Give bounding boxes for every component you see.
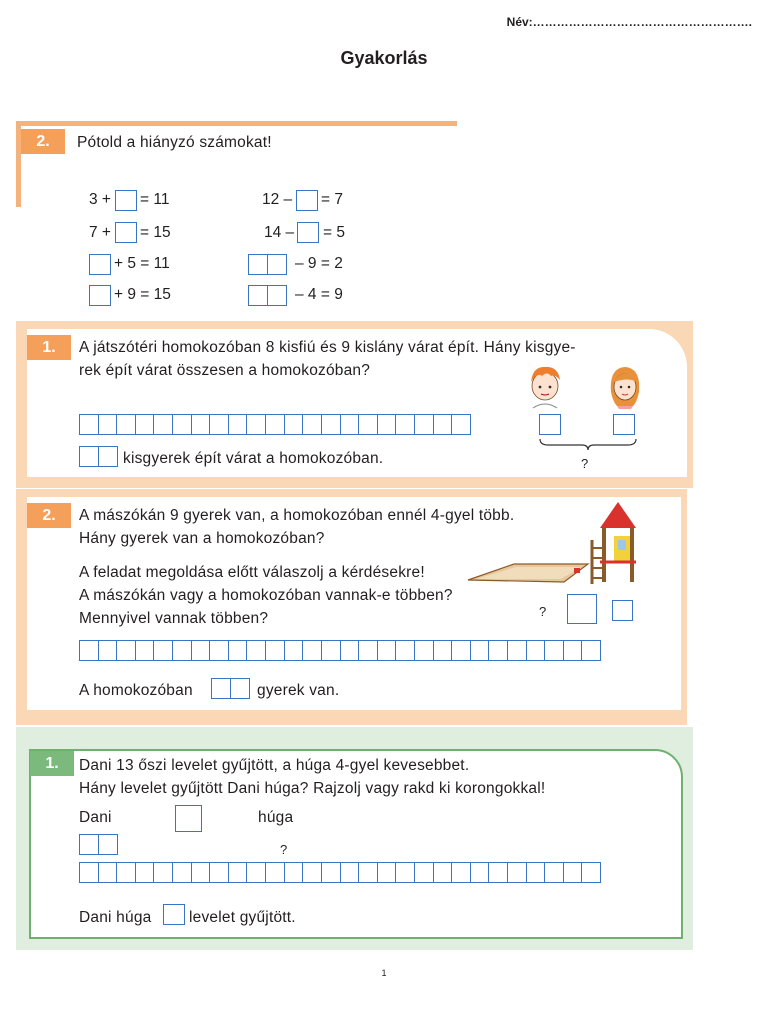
equation-3-right: + 5 = 11 [114,255,170,272]
grid-cell[interactable] [191,640,211,661]
task-border-top [16,121,457,126]
answer-box[interactable] [115,190,137,211]
grid-cell[interactable] [135,640,155,661]
grid-cell[interactable] [228,640,248,661]
answer-box[interactable] [79,446,118,467]
label-dani: Dani [79,809,112,826]
grid-cell[interactable] [284,862,304,883]
task-instruction: Pótold a hiányzó számokat! [77,134,272,151]
grid-cell[interactable] [79,640,99,661]
grid-cell[interactable] [79,862,99,883]
equation-2-right: = 15 [140,224,171,241]
grid-cell[interactable] [526,640,546,661]
task-text-line-5: Mennyivel vannak többen? [79,610,269,627]
grid-cell[interactable] [433,414,453,435]
two-digit-box[interactable] [79,834,118,855]
answer-box[interactable] [115,222,137,243]
equation-1-right: = 11 [140,191,170,208]
grid-cell[interactable] [470,862,490,883]
grid-cell[interactable] [191,862,211,883]
label-huga: húga [258,809,294,826]
equation-4-right: + 9 = 15 [114,286,171,303]
answer-box[interactable] [297,222,319,243]
girl-illustration [605,362,645,410]
grid-cell[interactable] [98,834,118,855]
grid-cell[interactable] [79,446,99,467]
task-text-line-4: A mászókán vagy a homokozóban vannak-e többen? [79,587,453,604]
grid-cell[interactable] [153,414,173,435]
grid-cell[interactable] [98,640,118,661]
boy-illustration [525,362,565,410]
task-number-badge: 2. [27,503,71,528]
equation-2-left: 7 + [89,224,111,241]
grid-cell[interactable] [451,862,471,883]
equation-5-left: 12 – [262,191,293,208]
grid-cell[interactable] [265,414,285,435]
grid-cell[interactable] [488,862,508,883]
grid-cell[interactable] [358,862,378,883]
grid-cell[interactable] [321,414,341,435]
grid-cell[interactable] [172,640,192,661]
grid-cell[interactable] [153,862,173,883]
task-text-line-1: A játszótéri homokozóban 8 kisfiú és 9 kislány várat épít. Hány kisgye- [79,339,576,356]
grid-cell[interactable] [358,414,378,435]
grid-cell[interactable] [116,414,136,435]
grid-cell[interactable] [116,640,136,661]
grid-cell[interactable] [248,254,268,275]
task-number-badge: 1. [27,335,71,360]
grid-cell[interactable] [358,640,378,661]
equation-6-left: 14 – [264,224,295,241]
question-mark: ? [581,456,589,471]
solution-grid[interactable] [79,414,471,435]
grid-cell[interactable] [563,640,583,661]
grid-cell[interactable] [267,254,287,275]
grid-cell[interactable] [470,640,490,661]
grid-cell[interactable] [433,862,453,883]
grid-cell[interactable] [265,640,285,661]
name-field-label: Név:………………………………………………. [506,15,752,29]
task-number-badge: 1. [30,751,74,776]
answer-box[interactable] [163,904,185,925]
grid-cell[interactable] [302,414,322,435]
solution-grid[interactable] [79,640,601,661]
grid-cell[interactable] [98,446,118,467]
grid-cell[interactable] [209,640,229,661]
equation-7-right: – 9 = 2 [295,255,343,272]
grid-cell[interactable] [377,414,397,435]
dani-count-box[interactable] [175,805,202,832]
grid-cell[interactable] [302,862,322,883]
grid-cell[interactable] [414,414,434,435]
grid-cell[interactable] [228,862,248,883]
grid-cell[interactable] [98,414,118,435]
grid-cell[interactable] [209,414,229,435]
grid-cell[interactable] [228,414,248,435]
grid-cell[interactable] [488,640,508,661]
grid-cell[interactable] [321,862,341,883]
grid-cell[interactable] [340,640,360,661]
task-text-line-1: A mászókán 9 gyerek van, a homokozóban ennél 4-gyel több. [79,507,515,524]
answer-box[interactable] [89,254,111,275]
question-mark: ? [539,604,547,619]
grid-cell[interactable] [153,640,173,661]
grid-cell[interactable] [246,414,266,435]
grid-cell[interactable] [563,862,583,883]
answer-box[interactable] [211,678,250,699]
solution-grid[interactable] [79,862,601,883]
difference-answer-box[interactable] [612,600,633,621]
task-number-badge: 2. [21,129,65,154]
grid-cell[interactable] [321,640,341,661]
answer-sentence: kisgyerek épít várat a homokozóban. [123,450,384,467]
grid-cell[interactable] [340,414,360,435]
grid-cell[interactable] [395,862,415,883]
equation-8-right: – 4 = 9 [295,286,343,303]
equation-6-right: = 5 [323,224,345,241]
grid-cell[interactable] [395,414,415,435]
equation-5-right: = 7 [321,191,343,208]
grid-cell[interactable] [544,862,564,883]
grid-cell[interactable] [135,862,155,883]
grid-cell[interactable] [302,640,322,661]
grid-cell[interactable] [211,678,231,699]
grid-cell[interactable] [507,862,527,883]
task-text-line-1: Dani 13 őszi levelet gyűjtött, a húga 4-gyel kevesebbet. [79,757,470,774]
grid-cell[interactable] [246,862,266,883]
grid-cell[interactable] [172,862,192,883]
grid-cell[interactable] [284,414,304,435]
task-text-line-2: rek épít várat összesen a homokozóban? [79,362,371,379]
grid-cell[interactable] [191,414,211,435]
grid-cell[interactable] [284,640,304,661]
page-title: Gyakorlás [340,48,428,68]
question-mark: ? [280,842,288,857]
equation-1-left: 3 + [89,191,111,208]
grid-cell[interactable] [414,862,434,883]
grid-cell[interactable] [581,640,601,661]
grid-cell[interactable] [116,862,136,883]
grid-cell[interactable] [581,862,601,883]
grid-cell[interactable] [172,414,192,435]
answer-box[interactable] [296,190,318,211]
page-number: 1 [381,968,387,978]
sum-brace [538,437,638,451]
playground-illustration [466,500,646,590]
answer-prefix: A homokozóban [79,682,193,699]
grid-cell[interactable] [98,862,118,883]
two-digit-answer-box[interactable] [248,285,287,306]
boys-count-box[interactable] [539,414,561,435]
grid-cell[interactable] [79,834,99,855]
answer-suffix: levelet gyűjtött. [189,909,296,926]
grid-cell[interactable] [230,678,250,699]
grid-cell[interactable] [267,285,287,306]
two-digit-answer-box[interactable] [248,254,287,275]
grid-cell[interactable] [246,640,266,661]
grid-cell[interactable] [414,640,434,661]
grid-cell[interactable] [526,862,546,883]
grid-cell[interactable] [377,862,397,883]
grid-cell[interactable] [265,862,285,883]
grid-cell[interactable] [209,862,229,883]
comparison-answer-box[interactable] [567,594,597,624]
task-text-line-3: A feladat megoldása előtt válaszolj a kérdésekre! [79,564,425,581]
grid-cell[interactable] [433,640,453,661]
task-text-line-2: Hány gyerek van a homokozóban? [79,530,325,547]
grid-cell[interactable] [451,640,471,661]
grid-cell[interactable] [544,640,564,661]
grid-cell[interactable] [507,640,527,661]
grid-cell[interactable] [135,414,155,435]
answer-suffix: gyerek van. [257,682,340,699]
answer-box[interactable] [89,285,111,306]
grid-cell[interactable] [248,285,268,306]
grid-cell[interactable] [340,862,360,883]
answer-prefix: Dani húga [79,909,152,926]
grid-cell[interactable] [395,640,415,661]
grid-cell[interactable] [451,414,471,435]
grid-cell[interactable] [377,640,397,661]
girls-count-box[interactable] [613,414,635,435]
grid-cell[interactable] [79,414,99,435]
task-text-line-2: Hány levelet gyűjtött Dani húga? Rajzolj vagy rakd ki korongokkal! [79,780,546,797]
